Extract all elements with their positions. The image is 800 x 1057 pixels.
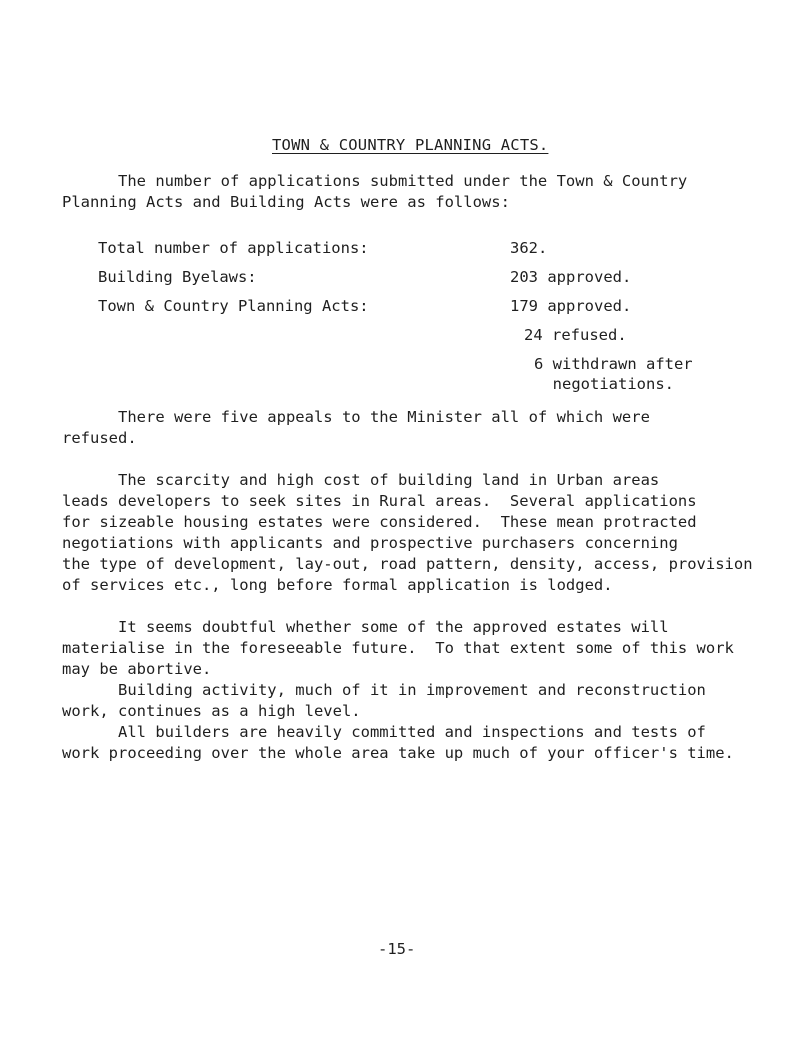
scarcity-paragraph: The scarcity and high cost of building land in Urban areas leads developers to seek sites in Rural areas. Several applications for sizeable housing estates were considered. These mean protracted negotiations with applicants and prospective purchasers concerning the type of development, lay-out, road pattern, density, access, provision of services etc., long before formal application is lodged. xyxy=(62,471,753,594)
total-applications-label: Total number of applications: xyxy=(98,239,369,257)
intro-paragraph: The number of applications submitted under the Town & Country Planning Acts and Building Acts were as follows: xyxy=(62,172,688,211)
appeals-paragraph: There were five appeals to the Minister all of which were refused. xyxy=(62,408,650,447)
page-number: -15- xyxy=(378,940,416,958)
planning-acts-label: Town & Country Planning Acts: xyxy=(98,297,369,315)
planning-acts-refused: 24 refused. xyxy=(524,326,627,344)
doubtful-paragraph: It seems doubtful whether some of the approved estates will materialise in the foreseeable future. To that extent some of this work may be abortive. xyxy=(62,618,734,678)
activity-paragraph: Building activity, much of it in improvement and reconstruction work, continues as a high level. xyxy=(62,681,706,720)
planning-acts-withdrawn: 6 withdrawn after xyxy=(534,355,693,373)
total-applications-value: 362. xyxy=(510,239,548,257)
page-title: TOWN & COUNTRY PLANNING ACTS. xyxy=(272,136,549,154)
planning-acts-withdrawn-cont: negotiations. xyxy=(534,375,674,393)
building-byelaws-label: Building Byelaws: xyxy=(98,268,257,286)
building-byelaws-value: 203 approved. xyxy=(510,268,632,286)
builders-paragraph: All builders are heavily committed and inspections and tests of work proceeding over the whole area take up much of your officer's time. xyxy=(62,723,734,762)
planning-acts-approved: 179 approved. xyxy=(510,297,632,315)
